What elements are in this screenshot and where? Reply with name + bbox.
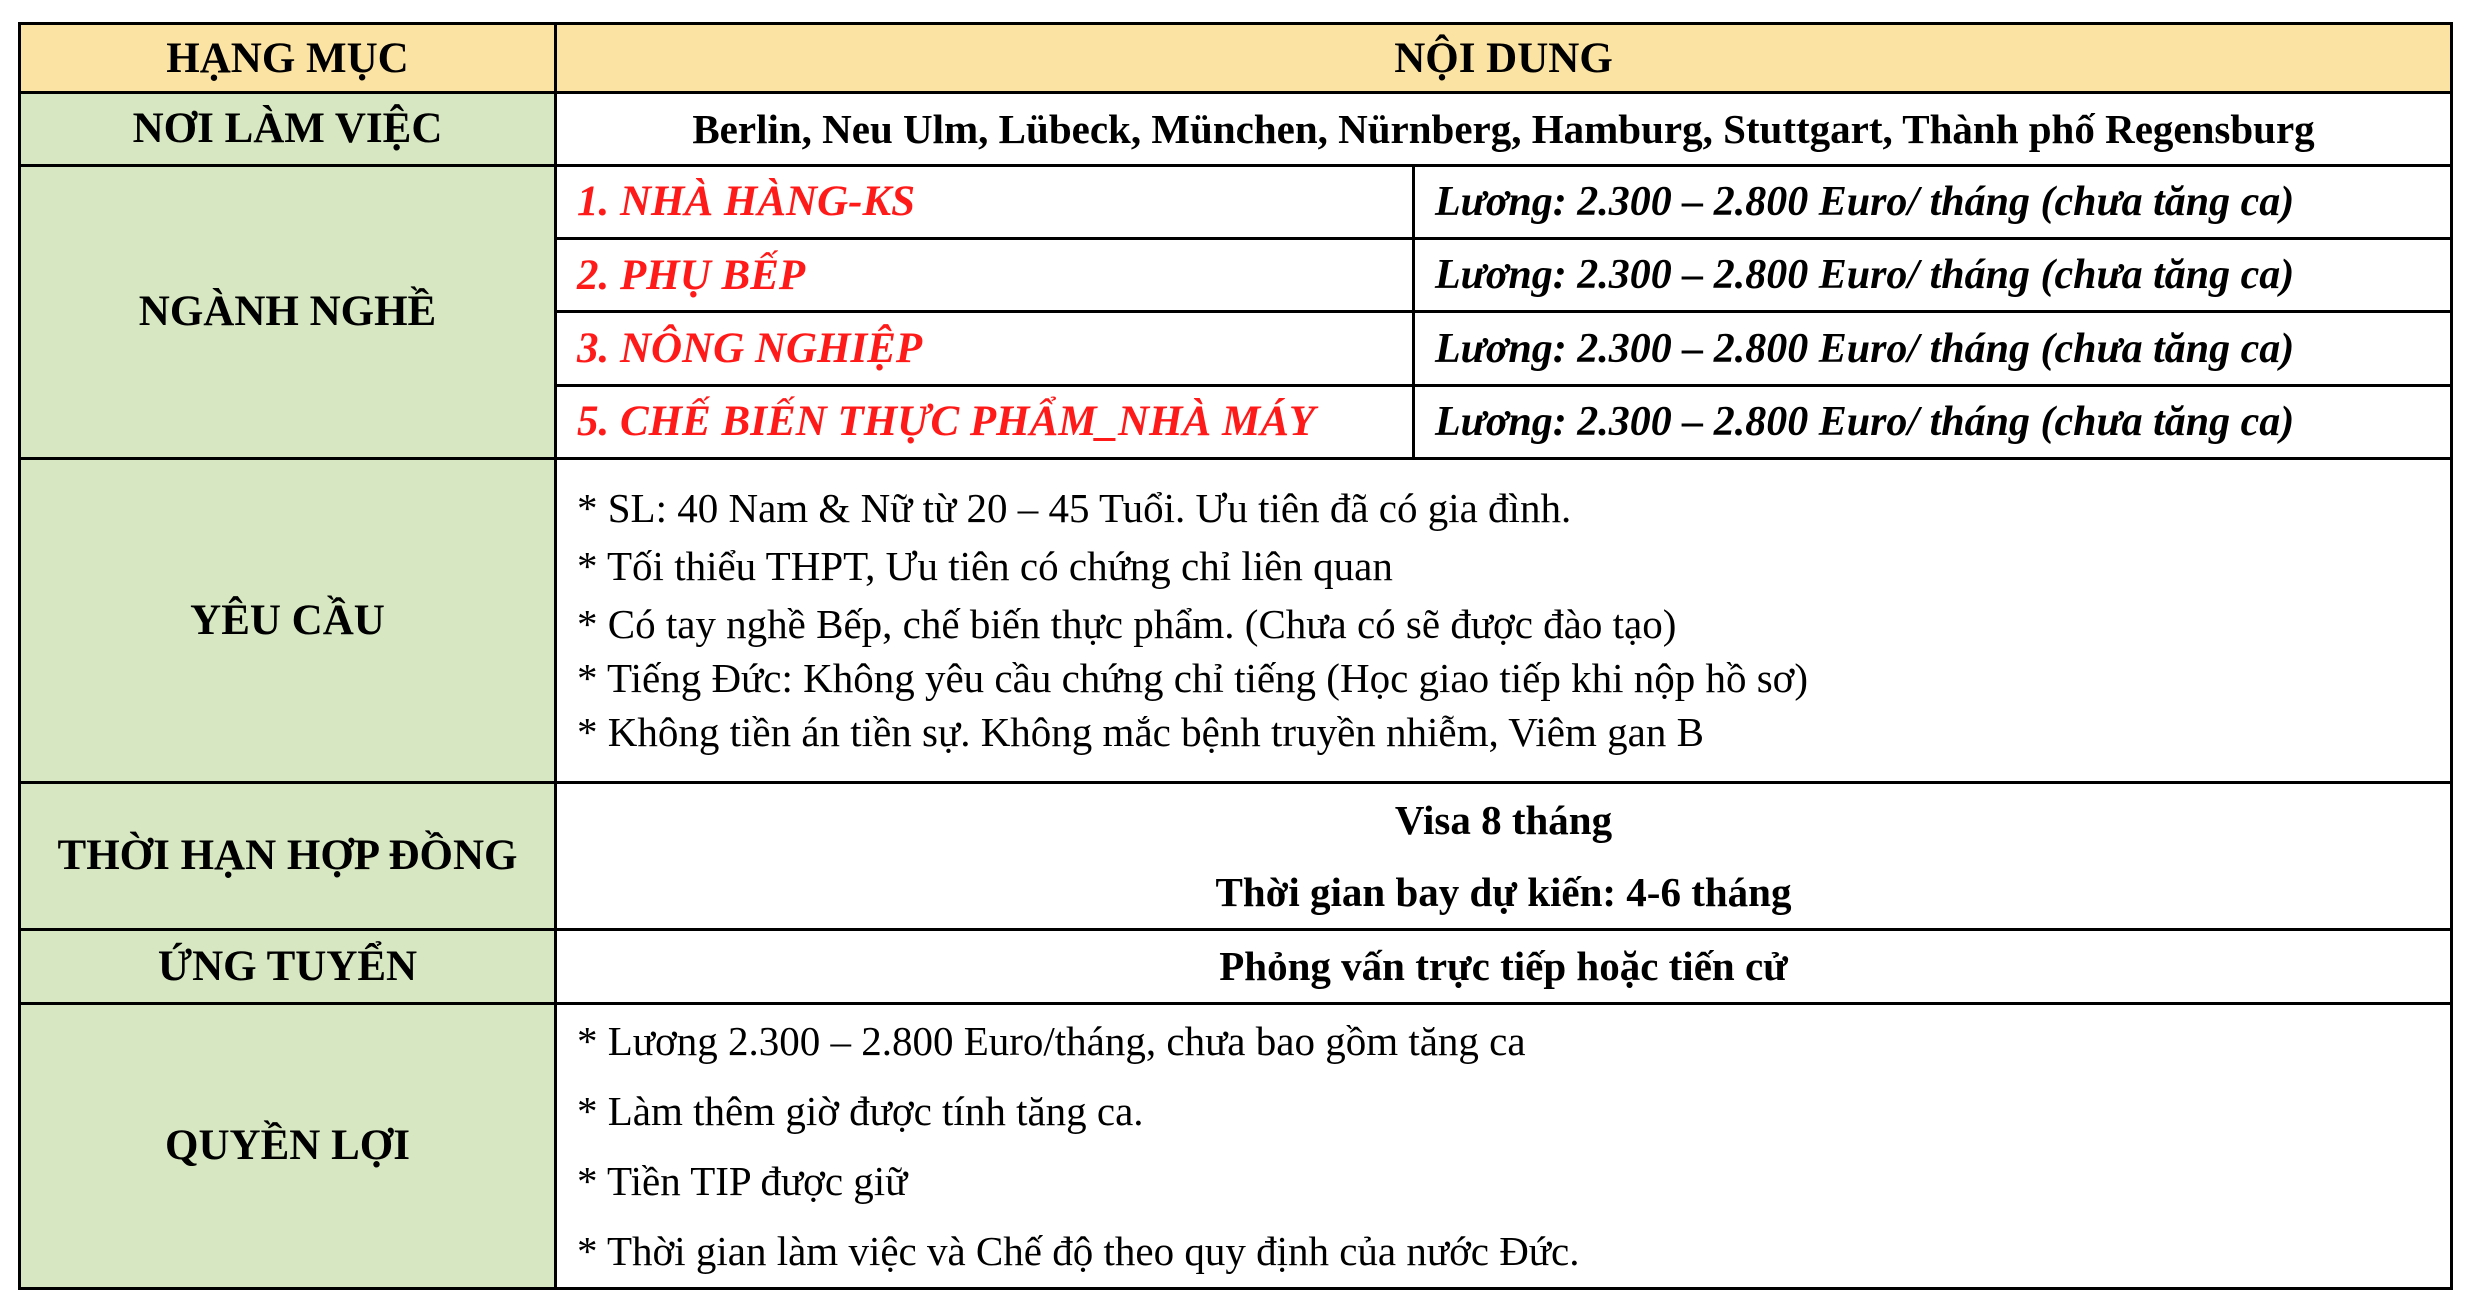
workplace-label: NƠI LÀM VIỆC [20,93,556,165]
requirement-item: * Tối thiểu THPT, Ưu tiên có chứng chỉ liên quan [577,543,1393,590]
header-row [20,24,2452,93]
workplace-value: Berlin, Neu Ulm, Lübeck, München, Nürnberg, Hamburg, Stuttgart, Thành phố Regensburg [556,93,2452,165]
requirement-item: * Tiếng Đức: Không yêu cầu chứng chỉ tiếng (Học giao tiếp khi nộp hồ sơ) [577,655,1809,702]
requirements-list [556,459,2452,783]
profession-salary: Lương: 2.300 – 2.800 Euro/ tháng (chưa tăng ca) [1414,312,2452,385]
workplace-row [20,93,2452,165]
apply-row [20,930,2452,1003]
flight-time: Thời gian bay dự kiến: 4-6 tháng [1215,868,1792,915]
benefit-item: * Tiền TIP được giữ [577,1157,908,1204]
profession-row [20,165,2452,238]
contract-value [556,782,2452,930]
profession-salary: Lương: 2.300 – 2.800 Euro/ tháng (chưa tăng ca) [1414,385,2452,458]
professions-label: NGÀNH NGHỀ [20,165,556,458]
benefit-item: * Làm thêm giờ được tính tăng ca. [577,1087,1144,1134]
requirements-label: YÊU CẦU [20,459,556,783]
profession-name: 3. NÔNG NGHIỆP [556,312,1414,385]
profession-name: 2. PHỤ BẾP [556,239,1414,312]
profession-name: 5. CHẾ BIẾN THỰC PHẨM_NHÀ MÁY [556,385,1414,458]
visa-duration: Visa 8 tháng [1394,796,1613,843]
benefit-item: * Thời gian làm việc và Chế độ theo quy định của nước Đức. [577,1227,1580,1274]
profession-name: 1. NHÀ HÀNG-KS [556,165,1414,238]
benefit-item: * Lương 2.300 – 2.800 Euro/tháng, chưa bao gồm tăng ca [577,1017,1526,1064]
requirement-item: * Không tiền án tiền sự. Không mắc bệnh truyền nhiễm, Viêm gan B [577,709,1704,756]
requirement-item: * Có tay nghề Bếp, chế biến thực phẩm. (Chưa có sẽ được đào tạo) [577,601,1677,648]
header-category: HẠNG MỤC [20,24,556,93]
header-content: NỘI DUNG [556,24,2452,93]
benefits-row [20,1003,2452,1288]
job-info-table [18,22,2453,1290]
benefits-label: QUYỀN LỢI [20,1003,556,1288]
benefits-list [556,1003,2452,1288]
requirement-item: * SL: 40 Nam & Nữ từ 20 – 45 Tuổi. Ưu tiên đã có gia đình. [577,485,1572,532]
requirements-row [20,459,2452,783]
profession-salary: Lương: 2.300 – 2.800 Euro/ tháng (chưa tăng ca) [1414,165,2452,238]
contract-label: THỜI HẠN HỢP ĐỒNG [20,782,556,930]
apply-label: ỨNG TUYỂN [20,930,556,1003]
contract-row [20,782,2452,930]
apply-value: Phỏng vấn trực tiếp hoặc tiến cử [556,930,2452,1003]
profession-salary: Lương: 2.300 – 2.800 Euro/ tháng (chưa tăng ca) [1414,239,2452,312]
